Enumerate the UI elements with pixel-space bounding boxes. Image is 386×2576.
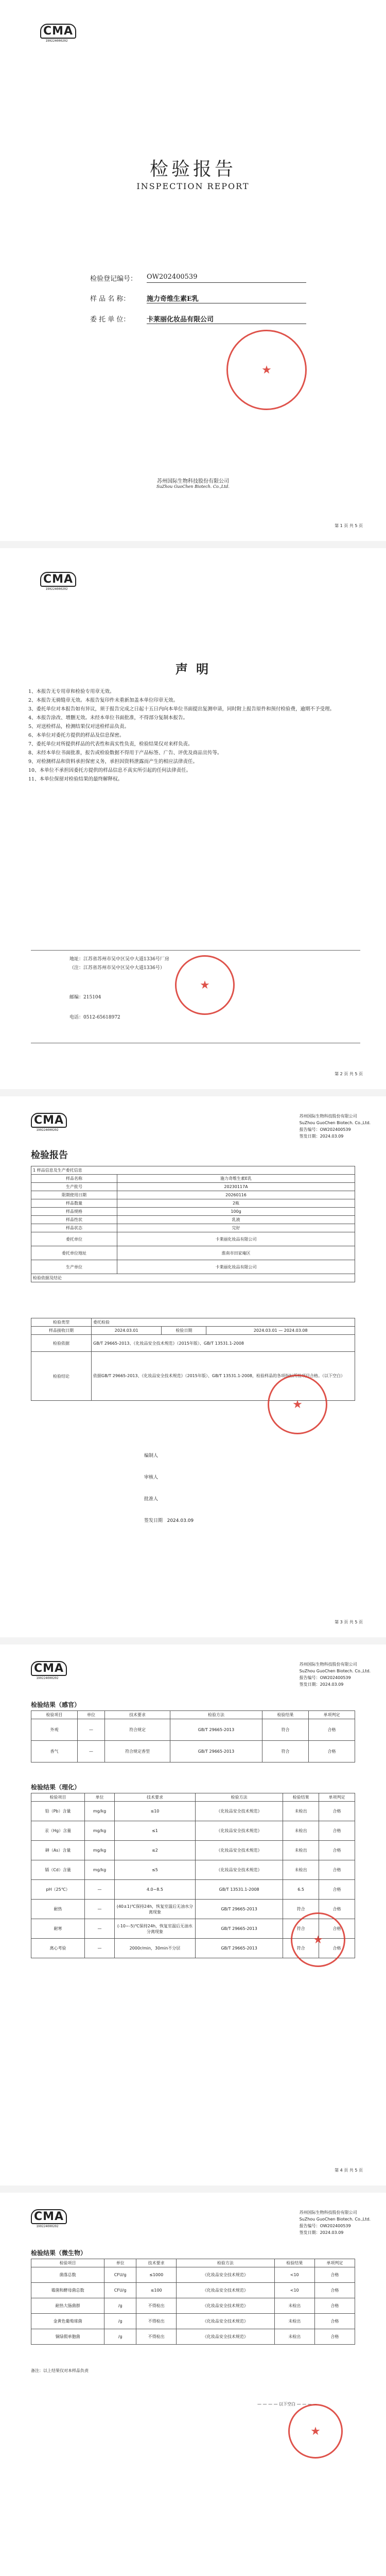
table-row: 菌落总数 CFU/g ≤1000 《化妆品安全技术规范》 <10 合格 [31,2267,355,2283]
cover-company: 苏州国际生物科技股份有限公司 SuZhou GuoChen Biotech. Co.,Ltd. [156,479,230,489]
table-row: 铅（Pb）含量 mg/kg ≤10 《化妆品安全技术规范》 未检出 合格 [31,1802,355,1821]
report-info-page [0,1096,386,1637]
table-row: 样品性状 乳液 [31,1216,355,1224]
statement-item: 7、委托单位对所提供样品的代表性和真实性负责，检验结果仅对来样负责。 [28,741,193,747]
statement-list [28,687,358,784]
statement-item: 2、本报告无骑缝章无效。本报告复印件未重新加盖本单位印章无效。 [28,698,179,703]
table-row: 检验结论 依据GB/T 29665-2013、《化妆品安全技术规范》（2015年版）、GB/T 13531.1-2008，检验样品的各项指标所检项目合格。（以下空白） [31,1352,355,1401]
cma-logo: CMA 190224000202 [40,24,73,43]
cover-subtitle: INSPECTION REPORT [136,181,250,191]
results-page-5 [0,2193,386,2576]
table-row: 铜绿假单胞菌 /g 不得检出 《化妆品安全技术规范》 未检出 合格 [31,2329,355,2345]
contact-row: 邮编：215104 [69,995,101,1000]
micro-table [31,2259,355,2345]
table-row: 检验依据 GB/T 29665-2013、《化妆品安全技术规范》（2015年版）、GB/T 13531.1-2008 [31,1335,355,1352]
statement-item: 4、本报告涂改、增删无效。未经本单位书面批准，不得部分复制本报告。 [28,715,188,721]
section-header: 检验依据及结论 [31,1274,355,1282]
official-seal: ★ [288,2404,343,2459]
sign-row: 审核人 [144,1475,159,1480]
cma-logo: CMA 190224000202 [31,1113,64,1132]
page-number: 第 3 页 共 5 页 [335,1620,363,1624]
section-header: 1 样品信息及生产委托信息 [31,1166,355,1175]
statement-item: 3、委托单位对本报告如有异议，须于报告完成之日起十五日内向本单位书面提出复测申请，同时附上报告原件和预付检验费，逾期不予受理。 [28,706,335,712]
table-row: 样品接收日期 2024.03.01 检验日期 2024.03.01 — 2024.03.08 [31,1327,355,1335]
table-row: 样品数量 2瓶 [31,1199,355,1208]
table-row: 生产批号 20230117A [31,1183,355,1191]
official-seal: ★ [226,330,307,410]
statement-item: 6、本单位对委托方提供的样品及信息保密。 [28,733,125,738]
table-row: pH（25℃） — 4.0~8.5 GB/T 13531.1-2008 6.5 合格 [31,1880,355,1900]
page-number: 第 4 页 共 5 页 [335,2168,363,2173]
section-title: 检验结果（微生物） [31,2249,87,2257]
table-row: 耐热 — (40±1)℃保持24h，恢复室温后无油水分离现象 GB/T 29665-2013 符合 合格 [31,1900,355,1919]
sign-row: 签发日期 2024.03.09 [144,1518,194,1523]
report-header: 苏州国际生物科技股份有限公司 SuZhou GuoChen Biotech. Co.,Ltd. 报告编号：OW202400539 签发日期：2024.03.09 [299,1114,371,1139]
table-row: 耐寒 — (-10~-5)℃保持24h，恢复室温后无油水分离现象 GB/T 29665-2013 符合 合格 [31,1919,355,1939]
cover-page [0,0,386,541]
cover-fields [90,273,306,334]
end-line: — — — — 以下空白 — — — — [257,2402,318,2406]
section-title: 检验结果（理化） [31,1784,81,1791]
statement-item: 5、对送检样品，检测结果仅对送检样品负责。 [28,724,130,730]
field-row: 检验登记编号： OW202400539 [90,273,306,283]
cma-logo: CMA 190224000202 [40,572,73,591]
official-seal: ★ [291,1912,345,1967]
report-header: 苏州国际生物科技股份有限公司 SuZhou GuoChen Biotech. Co.,Ltd. 报告编号：OW202400539 签发日期：2024.03.09 [299,1662,371,1687]
sensory-table [31,1710,355,1762]
section-title: 检验结果（感官） [31,1701,81,1708]
results-page-4 [0,1645,386,2185]
table-row: 生产单位 卡莱丽化妆品有限公司 [31,1260,355,1274]
table-row: 委托单位 卡莱丽化妆品有限公司 [31,1232,355,1246]
field-row: 样 品 名 称： 施力奇维生素E乳 [90,293,306,303]
divider [31,950,360,951]
sample-info-table [31,1166,355,1282]
table-header-row: 检验项目 单位 技术要求 检验方法 检验结果 单项判定 [31,1793,355,1802]
statement-item: 1、本报告无专用章和检验专用章无效。 [28,689,115,694]
report-header: 苏州国际生物科技股份有限公司 SuZhou GuoChen Biotech. Co.,Ltd. 报告编号：OW202400539 签发日期：2024.03.09 [299,2210,371,2235]
cover-title: 检验报告 [149,159,236,180]
table-row: 样品名称 施力奇维生素E乳 [31,1175,355,1183]
official-seal: ★ [175,955,235,1015]
contact-row: 电话：0512-65618972 [69,1015,120,1020]
table-row: 汞（Hg）含量 mg/kg ≤1 《化妆品安全技术规范》 未检出 合格 [31,1821,355,1841]
table-row: 镉（Cd）含量 mg/kg ≤5 《化妆品安全技术规范》 未检出 合格 [31,1860,355,1880]
report-title: 检验报告 [31,1150,68,1161]
table-row: 霉菌和酵母菌总数 CFU/g ≤100 《化妆品安全技术规范》 <10 合格 [31,2283,355,2298]
statement-title: 声 明 [175,662,211,676]
note: 备注：以上结果仅对本样品负责 [31,2368,89,2373]
table-row: 外观 — 符合规定 GB/T 29665-2013 符合 合格 [31,1719,355,1741]
table-row: 检验类型 委托检验 [31,1318,355,1327]
signature-block [144,1452,299,1527]
table-header-row: 检验项目 单位 技术要求 检验方法 检验结果 单项判定 [31,1711,355,1719]
table-row: 砷（As）含量 mg/kg ≤2 《化妆品安全技术规范》 未检出 合格 [31,1841,355,1860]
cma-logo: CMA 190224000202 [31,1661,64,1680]
statement-item: 8、未经本单位书面批准，报告或检验数据不得用于产品标签、广告、评优及商品宣传等。 [28,750,222,756]
table-row: 耐热大肠菌群 /g 不得检出 《化妆品安全技术规范》 未检出 合格 [31,2298,355,2314]
table-row: 离心考验 — 2000r/min，30min不分层 GB/T 29665-2013 符合 合格 [31,1939,355,1958]
page-number: 第 1 页 共 5 页 [335,523,363,528]
statement-page [0,548,386,1089]
statement-item: 11、本单位保留对检验结果的最终解释权。 [28,776,123,782]
sign-row: 编制人 [144,1453,159,1459]
cma-logo: CMA 190224000202 [31,2209,64,2228]
statement-item: 9、对检测样品和资料承担保密义务，承担因资料泄露而产生的相应法律责任。 [28,759,198,765]
contact-row: 地址：江苏省苏州市吴中区吴中大道1336号厂房 [69,957,169,962]
table-row: 限期使用日期 20260116 [31,1191,355,1199]
page-number: 第 2 页 共 5 页 [335,1072,363,1076]
table-row: 样品规格 100g [31,1208,355,1216]
table-row: 香气 — 符合规定香型 GB/T 29665-2013 符合 合格 [31,1741,355,1762]
table-header-row: 检验项目 单位 技术要求 检验方法 检验结果 单项判定 [31,2259,355,2267]
contact-row: （注：江苏省苏州市吴中区吴中大道1336号） [69,965,165,971]
table-row: 样品状态 完好 [31,1224,355,1232]
official-seal: ★ [268,1375,327,1434]
sign-row: 批准人 [144,1497,159,1502]
table-row: 委托单位地址 淮南市田家庵区 [31,1246,355,1260]
statement-item: 10、本单位不承担因委托方提供的样品信息不真实所引起的任何法律责任。 [28,768,191,773]
field-row: 委 托 单 位： 卡莱丽化妆品有限公司 [90,314,306,324]
table-row: 金黄色葡萄球菌 /g 不得检出 《化妆品安全技术规范》 未检出 合格 [31,2314,355,2329]
